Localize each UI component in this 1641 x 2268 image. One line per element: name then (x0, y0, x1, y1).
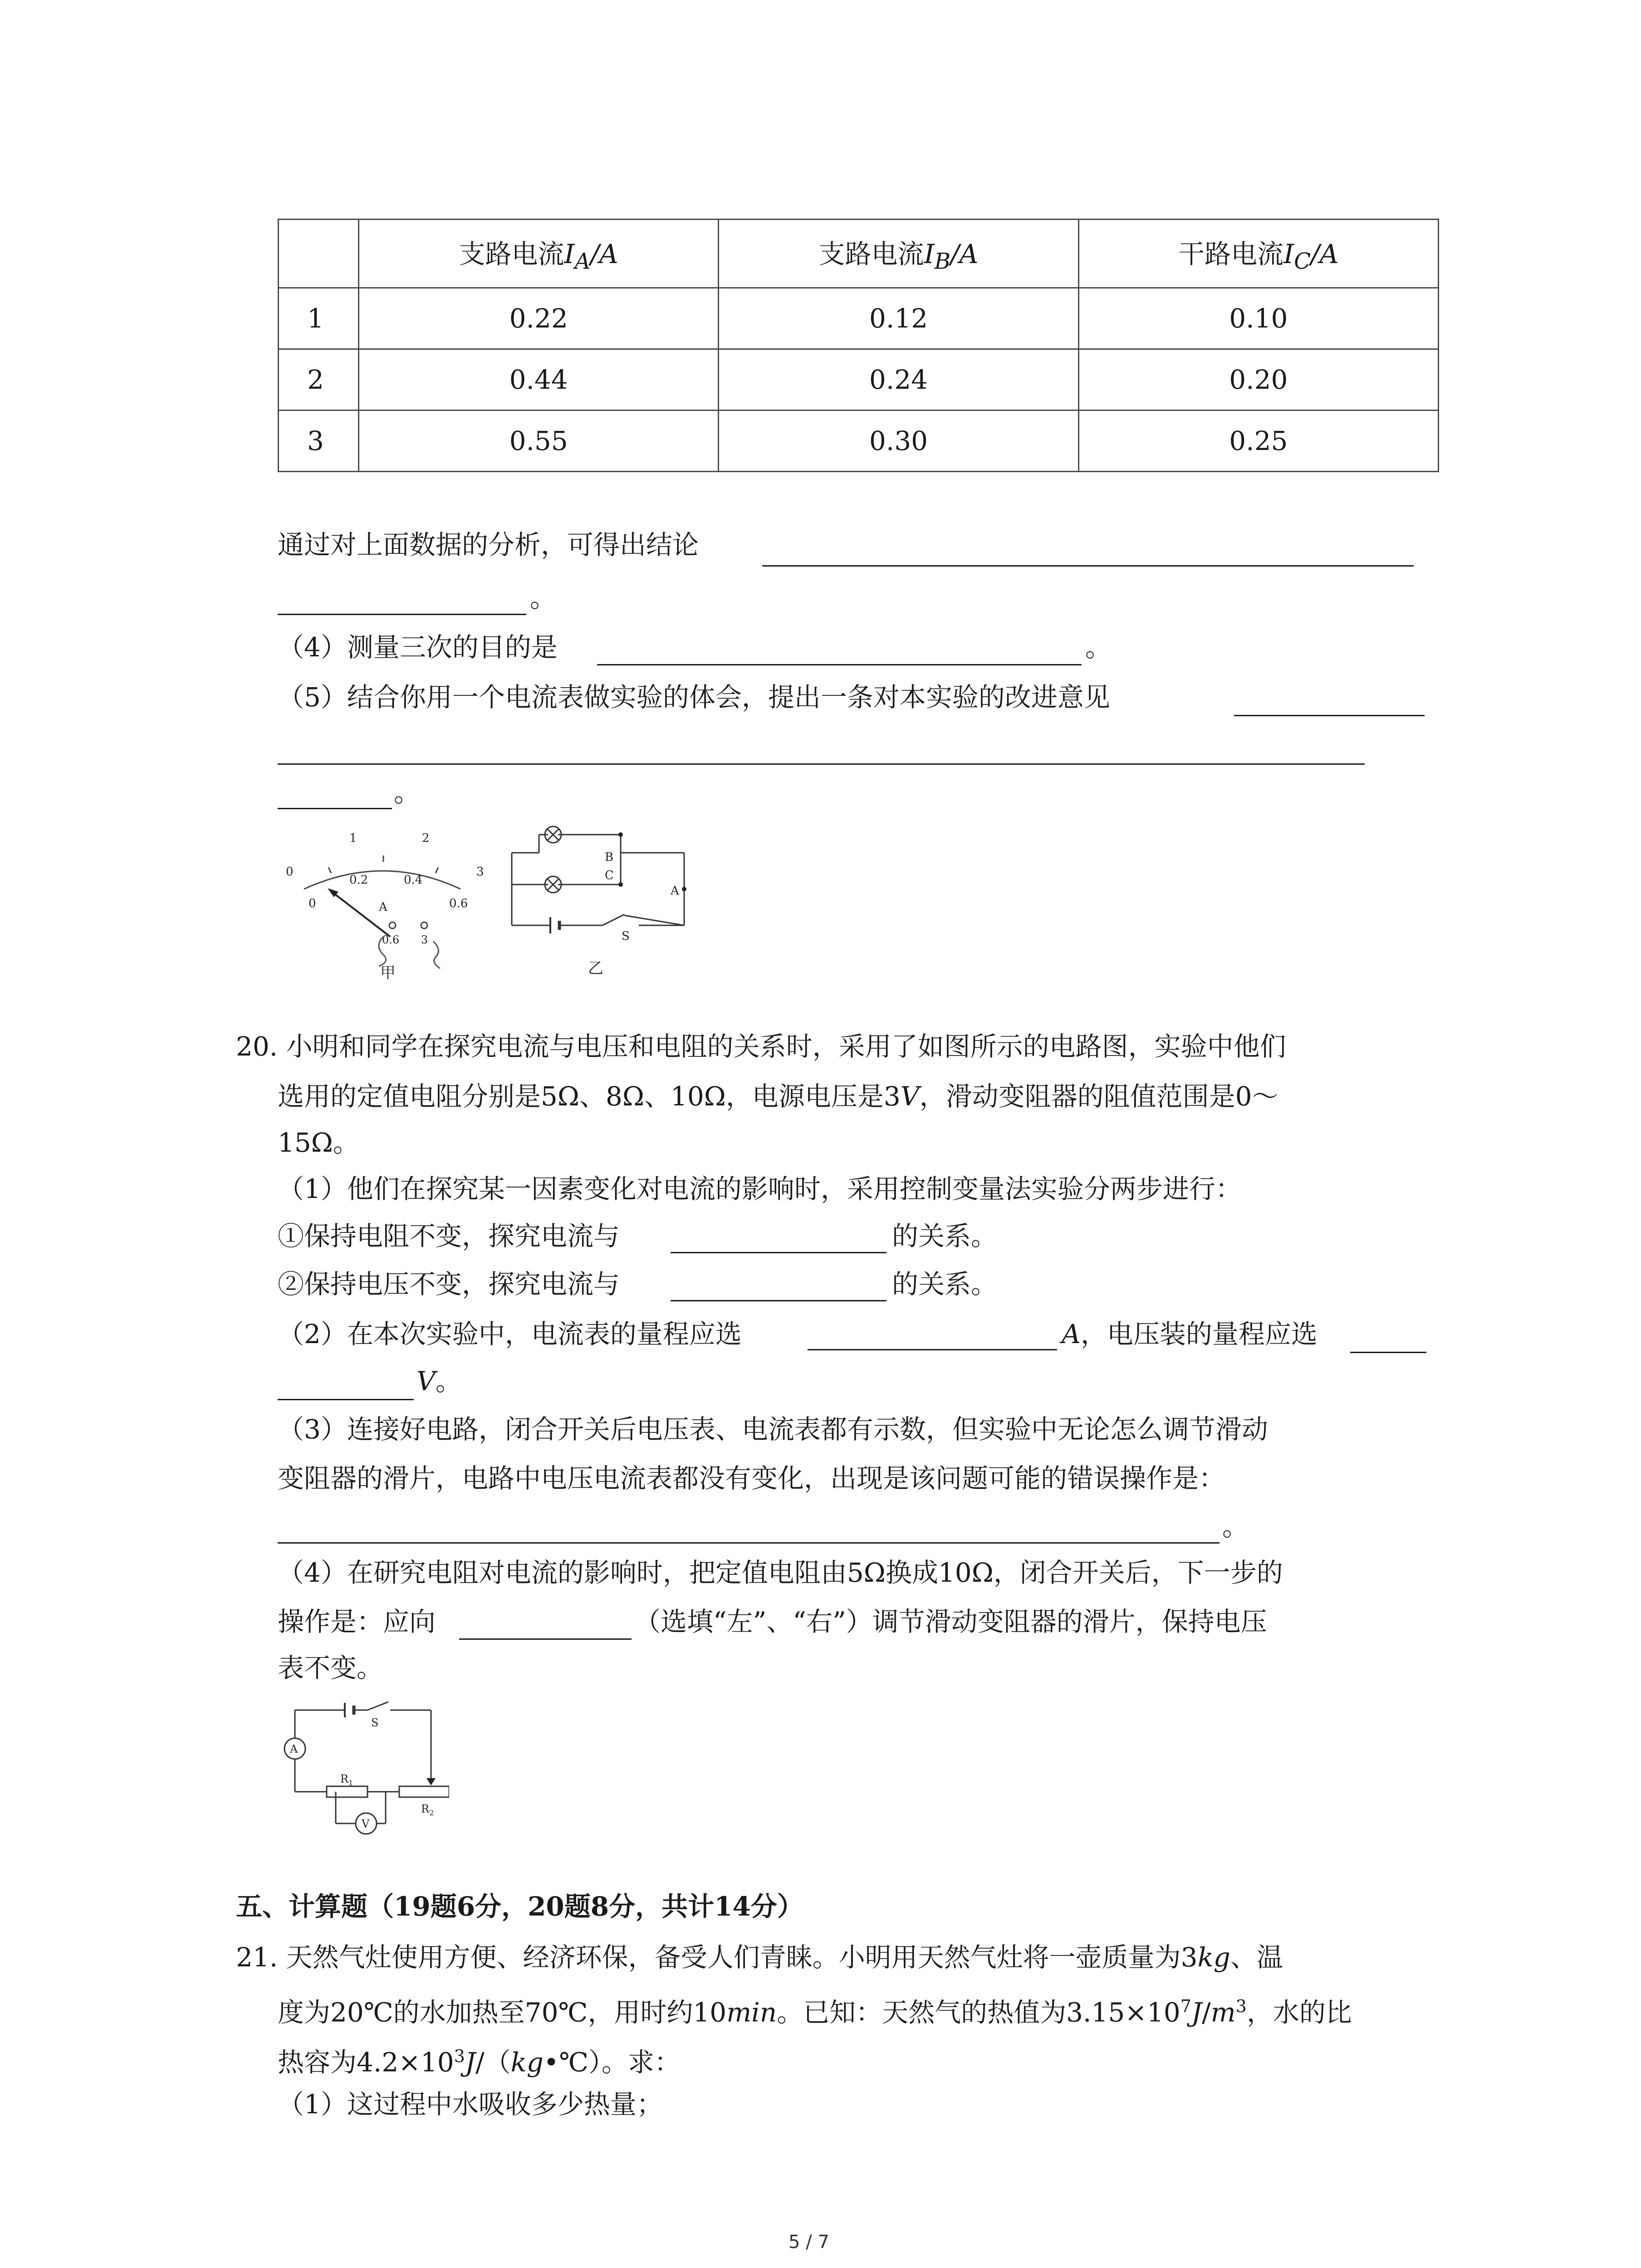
table-cell: 0.20 (1078, 349, 1438, 411)
table-cell: 0.25 (1078, 411, 1438, 472)
q20-part2-text: （2）在本次实验中，电流表的量程应选 (278, 1319, 742, 1349)
circuit-switch-label: S (371, 1716, 379, 1729)
ammeter-needle (331, 891, 390, 937)
circuit-label-s: S (622, 929, 630, 943)
q20-line-2: 选用的定值电阻分别是5Ω、8Ω、10Ω，电源电压是3V，滑动变阻器的阻值范围是0～ (278, 1081, 1279, 1112)
q20-line-3: 15Ω。 (278, 1127, 359, 1158)
q20-part2-voltage-range-blank-1[interactable] (1350, 1352, 1426, 1353)
q19-part5-blank-2[interactable] (278, 763, 1365, 765)
q20-part4-line-3: 表不变。 (278, 1652, 383, 1683)
circuit-label-b: B (605, 850, 614, 864)
q21-line-1: 21. 天然气灶使用方便、经济环保，备受人们青睐。小明用天然气灶将一壶质量为3kg、温 (236, 1942, 1283, 1973)
resistor-r1-label: $R_1$ (340, 1773, 353, 1787)
q19-conclusion-prompt: 通过对上面数据的分析，可得出结论 (278, 529, 699, 560)
ammeter-terminal-label: 3 (421, 934, 428, 946)
ammeter-terminal-label: 0.6 (382, 934, 400, 946)
table-cell: 0.44 (359, 349, 719, 411)
q20-part3-blank[interactable] (278, 1542, 1220, 1544)
q20-part2-mid: A，电压装的量程应选 (1062, 1319, 1318, 1349)
q19-conclusion-period: 。 (530, 582, 557, 613)
table-header-ic: 干路电流$I_C/A$ (1078, 220, 1438, 288)
q19-conclusion-blank-2[interactable] (278, 614, 526, 615)
ammeter-scale-top: 0 (286, 865, 294, 879)
ammeter-unit-label: A (379, 900, 387, 914)
figure-caption-jia: 甲 (380, 964, 396, 982)
ammeter-scale-top: 1 (349, 831, 357, 845)
q20-step1-end: 的关系。 (892, 1221, 998, 1251)
q20-step2-end: 的关系。 (892, 1269, 998, 1300)
table-cell: 0.22 (359, 288, 719, 349)
experiment-circuit-figure (277, 1696, 449, 1846)
circuit-label-a: A (671, 884, 679, 898)
section-5-title: 五、计算题（19题6分，20题8分，共计14分） (236, 1891, 803, 1922)
table-cell: 3 (279, 411, 359, 472)
table-corner-cell (279, 220, 359, 288)
q20-part3-period: 。 (1222, 1511, 1249, 1542)
q19-part4-text: （4）测量三次的目的是 (278, 632, 558, 663)
table-header-ia: 支路电流$I_A/A$ (359, 220, 719, 288)
voltmeter-symbol-label: V (362, 1818, 370, 1830)
table-header-ib: 支路电流$I_B/A$ (719, 220, 1078, 288)
q20-part3-line-2: 变阻器的滑片，电路中电压电流表都没有变化，出现是该问题可能的错误操作是： (278, 1463, 1225, 1494)
q19-part4-blank[interactable] (597, 664, 1082, 665)
table-cell: 0.12 (719, 288, 1078, 349)
resistor-r2-label: $R_2$ (421, 1803, 434, 1817)
q19-part5-text: （5）结合你用一个电流表做实验的体会，提出一条对本实验的改进意见 (278, 682, 1110, 713)
q19-part5-blank-3[interactable] (278, 808, 392, 809)
q20-part2-end: V。 (416, 1366, 462, 1397)
table-cell: 0.55 (359, 411, 719, 472)
q19-part5-blank-1[interactable] (1234, 715, 1425, 716)
q20-part2-current-range-blank[interactable] (808, 1349, 1057, 1350)
ammeter-scale-bottom: 0.6 (449, 897, 468, 910)
q20-part1-text: （1）他们在探究某一因素变化对电流的影响时，采用控制变量法实验分两步进行： (278, 1173, 1242, 1204)
q20-part4-direction-blank[interactable] (459, 1638, 632, 1640)
parallel-circuit-figure (503, 812, 702, 984)
table-row (279, 411, 1439, 472)
table-row (279, 349, 1439, 411)
table-cell: 0.24 (719, 349, 1078, 411)
figure-caption-yi: 乙 (588, 959, 603, 978)
q20-line-1: 20. 小明和同学在探究电流与电压和电阻的关系时，采用了如图所示的电路图，实验中他们 (236, 1031, 1286, 1062)
q20-step1-blank[interactable] (671, 1252, 887, 1253)
page-number: 5 / 7 (789, 2232, 829, 2253)
circuit-label-c: C (605, 869, 614, 882)
table-cell: 0.10 (1078, 288, 1438, 349)
ammeter-scale-bottom: 0.4 (404, 873, 423, 887)
table-cell: 1 (279, 288, 359, 349)
ammeter-scale-top: 2 (422, 831, 430, 845)
q21-line-2: 度为20℃的水加热至70℃，用时约10min。已知：天然气的热值为$3.15\times 10^7J/m^3$，水的比 (278, 1996, 1352, 2028)
table-row (279, 288, 1439, 349)
ammeter-scale-top: 3 (476, 865, 484, 879)
table-cell: 0.30 (719, 411, 1078, 472)
ammeter-scale-bottom: 0.2 (349, 873, 368, 887)
ammeter-scale-bottom: 0 (309, 897, 316, 910)
ammeter-symbol-label: A (290, 1743, 298, 1755)
q21-part1-text: （1）这过程中水吸收多少热量； (278, 2089, 663, 2120)
q20-part4-line-2b: （选填“左”、“右”）调节滑动变阻器的滑片，保持电压 (634, 1606, 1267, 1637)
q21-line-3: 热容为$4.2\times 10^3J/(kg•℃)$。求： (278, 2046, 681, 2078)
q20-part4-line-1: （4）在研究电阻对电流的影响时，把定值电阻由5Ω换成10Ω，闭合开关后，下一步的 (278, 1557, 1283, 1588)
ammeter-figure (277, 816, 495, 984)
q20-step1-text: ①保持电阻不变，探究电流与 (278, 1221, 620, 1251)
q19-part4-period: 。 (1085, 632, 1112, 663)
table-header-row (279, 220, 1439, 288)
q20-part2-voltage-range-blank-2[interactable] (278, 1399, 414, 1400)
table-cell: 2 (279, 349, 359, 411)
q20-step2-blank[interactable] (671, 1300, 887, 1301)
q20-part3-line-1: （3）连接好电路，闭合开关后电压表、电流表都有示数，但实验中无论怎么调节滑动 (278, 1414, 1268, 1445)
current-data-table (278, 219, 1439, 472)
q20-part4-line-2a: 操作是：应向 (278, 1606, 436, 1637)
q19-conclusion-blank-1[interactable] (762, 565, 1414, 567)
q20-step2-text: ②保持电压不变，探究电流与 (278, 1269, 620, 1300)
q19-part5-period: 。 (394, 777, 421, 808)
